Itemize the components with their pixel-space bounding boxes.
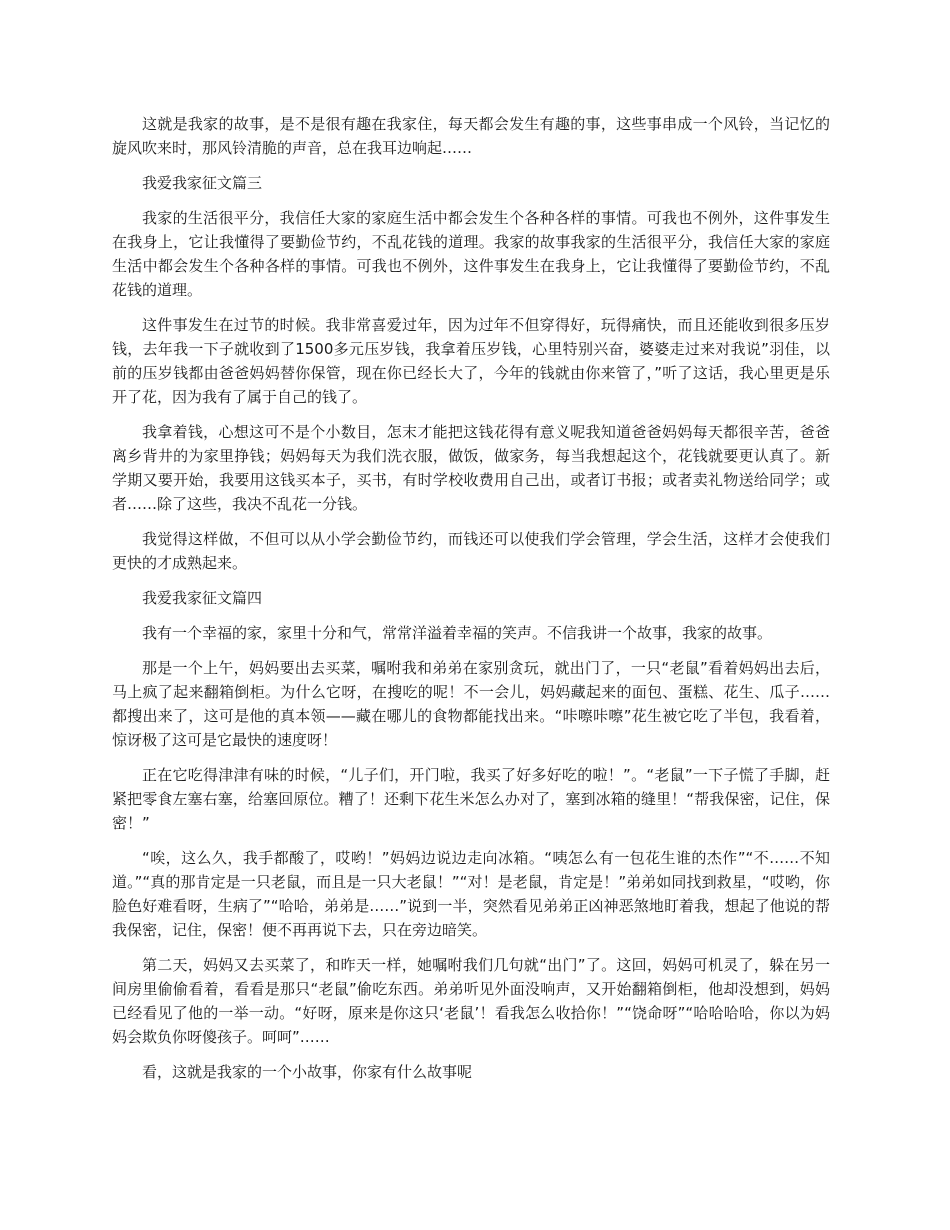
- paragraph: 这就是我家的故事，是不是很有趣在我家住，每天都会发生有趣的事，这些事串成一个风铃，当记忆的旋风吹来时，那风铃清脆的声音，总在我耳边响起……: [112, 115, 830, 157]
- document-page: [112, 112, 830, 1095]
- paragraph: 第二天，妈妈又去买菜了，和昨天一样，她嘱咐我们几句就“出门”了。这回，妈妈可机灵了，躲在另一间房里偷偷看着，看看是那只“老鼠”偷吃东西。弟弟听见外面没响声，又开始翻箱倒柜，他却没想到，妈妈已经看见了他的一举一动。“好呀，原来是你这只‘老鼠’！看我怎么收拾你！”“饶命呀”“哈哈哈哈，你以为妈妈会欺负你呀傻孩子。呵呵”……: [112, 956, 830, 1046]
- paragraph: “唉，这么久，我手都酸了，哎哟！”妈妈边说边走向冰箱。“咦怎么有一包花生谁的杰作”“不……不知道。”“真的那肯定是一只老鼠，而且是一只大老鼠！”“对！是老鼠，肯定是！”弟弟如同找到救星，“哎哟，你脸色好难看呀，生病了”“哈哈，弟弟是……”说到一半，突然看见弟弟正凶神恶煞地盯着我，想起了他说的帮我保密，记住，保密！便不再再说下去，只在旁边暗笑。: [112, 849, 830, 939]
- paragraph: 看，这就是我家的一个小故事，你家有什么故事呢: [142, 1063, 473, 1081]
- paragraph: 正在它吃得津津有味的时候，“儿子们，开门啦，我买了好多好吃的啦！”。“老鼠”一下子慌了手脚，赶紧把零食左塞右塞，给塞回原位。糟了！还剩下花生米怎么办对了，塞到冰箱的缝里！“帮我保密，记住，保密！”: [112, 766, 830, 832]
- paragraph: 那是一个上午，妈妈要出去买菜，嘱咐我和弟弟在家别贪玩，就出门了，一只“老鼠”看着妈妈出去后，马上疯了起来翻箱倒柜。为什么它呀，在搜吃的呢！不一会儿，妈妈藏起来的面包、蛋糕、花生、瓜子……都搜出来了，这可是他的真本领——藏在哪儿的食物都能找出来。“咔嚓咔嚓”花生被它吃了半包，我看着，惊讶极了这可是它最快的速度呀！: [112, 659, 830, 749]
- paragraph: 我觉得这样做，不但可以从小学会勤俭节约，而钱还可以使我们学会管理，学会生活，这样才会使我们更快的才成熟起来。: [112, 530, 830, 572]
- paragraph: 我家的生活很平分，我信任大家的家庭生活中都会发生个各种各样的事情。可我也不例外，这件事发生在我身上，它让我懂得了要勤俭节约，不乱花钱的道理。我家的故事我家的生活很平分，我信任大家的家庭生活中都会发生个各种各样的事情。可我也不例外，这件事发生在我身上，它让我懂得了要勤俭节约，不乱花钱的道理。: [112, 209, 830, 299]
- paragraph: 我有一个幸福的家，家里十分和气，常常洋溢着幸福的笑声。不信我讲一个故事，我家的故事。: [142, 624, 773, 642]
- paragraph: 这件事发生在过节的时候。我非常喜爱过年，因为过年不但穿得好，玩得痛快，而且还能收到很多压岁钱，去年我一下子就收到了1500多元压岁钱，我拿着压岁钱，心里特别兴奋，婆婆走过来对我说”羽佳，以前的压岁钱都由爸爸妈妈替你保管，现在你已经长大了，今年的钱就由你来管了，”听了这话，我心里更是乐开了花，因为我有了属于自己的钱了。: [112, 316, 830, 406]
- paragraph: 我拿着钱，心想这可不是个小数目，怎末才能把这钱花得有意义呢我知道爸爸妈妈每天都很辛苦，爸爸离乡背井的为家里挣钱；妈妈每天为我们洗衣服，做饭，做家务，每当我想起这个，花钱就要更认真了。新学期又要开始，我要用这钱买本子，买书，有时学校收费用自己出，或者订书报；或者卖礼物送给同学；或者……除了这些，我决不乱花一分钱。: [112, 423, 830, 513]
- section-heading: 我爱我家征文篇三: [142, 174, 263, 192]
- section-heading: 我爱我家征文篇四: [142, 589, 263, 607]
